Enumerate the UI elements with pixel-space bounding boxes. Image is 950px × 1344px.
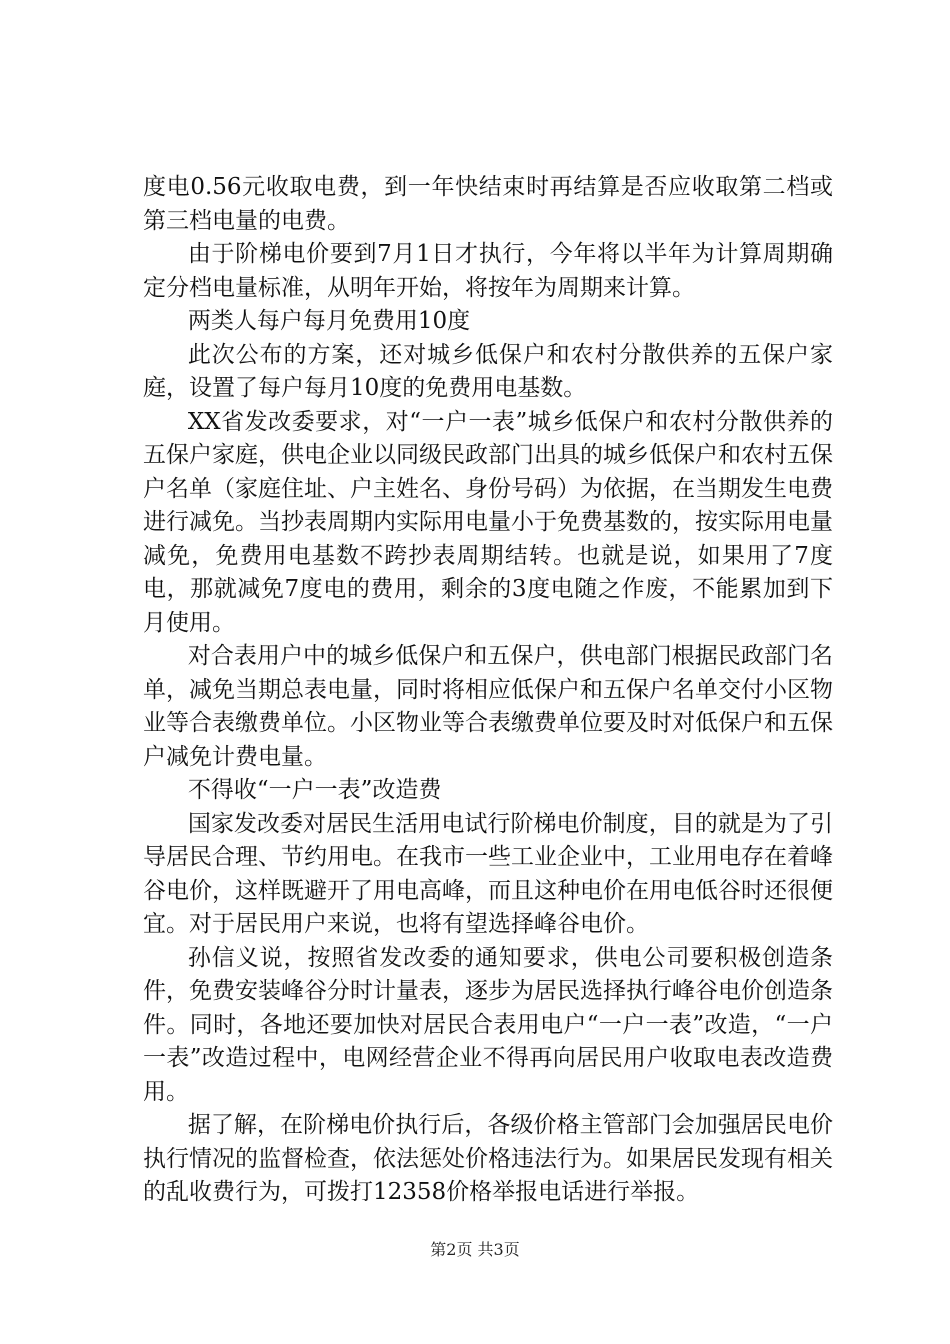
section-heading-free-electricity: 两类人每户每月免费用10度 (187, 308, 471, 334)
document-body (143, 171, 833, 1210)
paragraph-1: 度电0.56元收取电费，到一年快结束时再结算是否应收取第二档或第三档电量的电费。 (143, 174, 833, 234)
section-heading-no-meter-fee: 不得收“一户一表”改造费 (187, 777, 442, 803)
paragraph-8: 国家发改委对居民生活用电试行阶梯电价制度，目的就是为了引导居民合理、节约用电。在我市一些工业企业中，工业用电存在着峰谷电价，这样既避开了用电高峰，而且这种电价在用电低谷时还很便宜。对于居民用户来说，也将有望选择峰谷电价。 (143, 810, 833, 937)
paragraph-10: 据了解，在阶梯电价执行后，各级价格主管部门会加强居民电价执行情况的监督检查，依法惩处价格违法行为。如果居民发现有相关的乱收费行为，可拨打12358价格举报电话进行举报。 (143, 1112, 833, 1205)
page-number-footer: 第2页 共3页 (430, 1240, 520, 1259)
paragraph-4: 此次公布的方案，还对城乡低保户和农村分散供养的五保户家庭，设置了每户每月10度的免费用电基数。 (143, 341, 833, 401)
paragraph-5: XX省发改委要求，对“一户一表”城乡低保户和农村分散供养的五保户家庭，供电企业以同级民政部门出具的城乡低保户和农村五保户名单（家庭住址、户主姓名、身份号码）为依据，在当期发生电费进行减免。当抄表周期内实际用电量小于免费基数的，按实际用电量减免，免费用电基数不跨抄表周期结转。也就是说，如果用了7度电，那就减免7度电的费用，剩余的3度电随之作废，不能累加到下月使用。 (143, 408, 833, 636)
paragraph-2: 由于阶梯电价要到7月1日才执行，今年将以半年为计算周期确定分档电量标准，从明年开始，将按年为周期来计算。 (143, 241, 833, 301)
paragraph-9: 孙信义说，按照省发改委的通知要求，供电公司要积极创造条件，免费安装峰谷分时计量表，逐步为居民选择执行峰谷电价创造条件。同时，各地还要加快对居民合表用电户“一户一表”改造，“一户一表”改造过程中，电网经营企业不得再向居民用户收取电表改造费用。 (143, 944, 833, 1105)
paragraph-6: 对合表用户中的城乡低保户和五保户，供电部门根据民政部门名单，减免当期总表电量，同时将相应低保户和五保户名单交付小区物业等合表缴费单位。小区物业等合表缴费单位要及时对低保户和五保户减免计费电量。 (143, 643, 833, 770)
